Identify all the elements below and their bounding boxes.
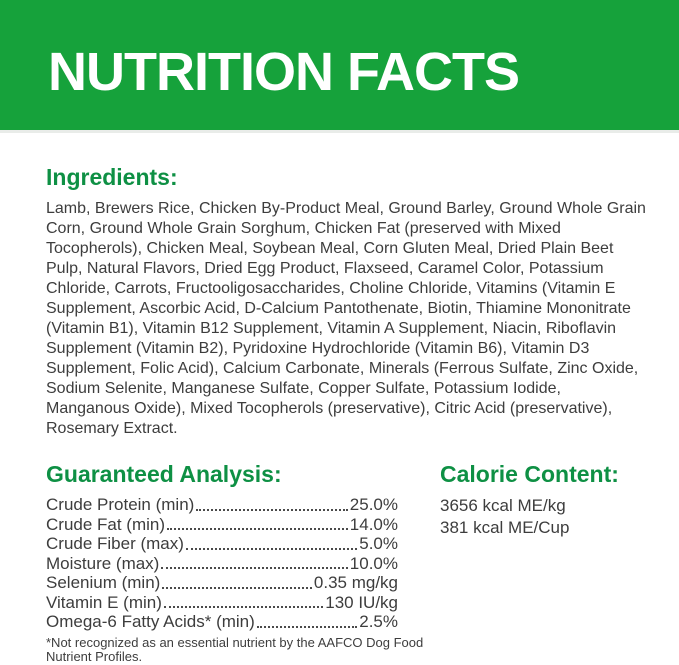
- nutrient-label: Crude Fiber (max): [46, 534, 184, 553]
- nutrient-label: Vitamin E (min): [46, 592, 162, 612]
- nutrient-value: 5.0%: [359, 534, 398, 553]
- table-row: [46, 515, 398, 535]
- table-row: [46, 593, 398, 613]
- nutrient-label: Moisture (max): [46, 553, 160, 573]
- calorie-content-section: [440, 461, 619, 665]
- header-band: [0, 0, 679, 133]
- label-content: [0, 164, 679, 665]
- calorie-content-heading: Calorie Content:: [440, 461, 619, 487]
- nutrient-label: Selenium (min): [46, 573, 161, 592]
- nutrient-label: Omega-6 Fatty Acids* (min): [46, 612, 255, 631]
- ingredients-text: Lamb, Brewers Rice, Chicken By-Product Meal, Ground Barley, Ground Whole Grain Corn, Ground Whole Grain Sorghum, Chicken Fat (preserved with Mixed Tocopherols), Chicken Meal, Soybean Meal, Corn Gluten Meal, Dried Plain Beet Pulp, Natural Flavors, Dried Egg Product, Flaxseed, Caramel Color, Potassium Chloride, Carrots, Fructooligosaccharides, Choline Chloride, Vitamins (Vitamin E Supplement, Ascorbic Acid, D-Calcium Pantothenate, Biotin, Thiamine Mononitrate (Vitamin B1), Vitamin B12 Supplement, Vitamin A Supplement, Niacin, Riboflavin Supplement (Vitamin B2), Pyridoxine Hydrochloride (Vitamin B6), Vitamin D3 Supplement, Folic Acid), Calcium Carbonate, Minerals (Ferrous Sulfate, Zinc Oxide, Sodium Selenite, Manganese Sulfate, Copper Sulfate, Potassium Iodide, Manganous Oxide), Mixed Tocopherols (preservative), Citric Acid (preservative), Rosemary Extract.: [46, 200, 646, 437]
- table-row: [46, 534, 398, 554]
- dot-leader: [167, 528, 348, 530]
- analysis-and-calories: [46, 461, 641, 665]
- nutrient-value: 130 IU/kg: [325, 592, 398, 612]
- guaranteed-analysis-section: [46, 461, 424, 665]
- dot-leader: [186, 548, 357, 550]
- page-title: NUTRITION FACTS: [48, 42, 519, 102]
- dot-leader: [196, 509, 347, 511]
- guaranteed-analysis-heading: Guaranteed Analysis:: [46, 461, 282, 487]
- nutrient-value: 2.5%: [359, 612, 398, 631]
- dot-leader: [162, 587, 312, 589]
- aafco-footnote: *Not recognized as an essential nutrient by the AAFCO Dog Food Nutrient Profiles.: [46, 634, 424, 664]
- table-row: [46, 495, 398, 515]
- dot-leader: [257, 626, 357, 628]
- guaranteed-analysis-table: [46, 495, 398, 632]
- dot-leader: [164, 606, 323, 608]
- ingredients-section: [46, 164, 646, 439]
- calorie-line-cup: 381 kcal ME/Cup: [440, 518, 570, 537]
- dot-leader: [161, 567, 347, 569]
- nutrient-value: 14.0%: [349, 514, 398, 534]
- nutrient-value: 0.35 mg/kg: [313, 573, 398, 592]
- nutrient-value: 10.0%: [349, 553, 398, 573]
- table-row: [46, 554, 398, 574]
- nutrient-label: Crude Protein (min): [46, 495, 195, 514]
- nutrient-label: Crude Fat (min): [46, 514, 166, 534]
- calorie-line-kg: 3656 kcal ME/kg: [440, 496, 566, 515]
- nutrient-value: 25.0%: [349, 495, 398, 514]
- table-row: [46, 612, 398, 632]
- ingredients-heading: Ingredients:: [46, 164, 178, 190]
- table-row: [46, 573, 398, 593]
